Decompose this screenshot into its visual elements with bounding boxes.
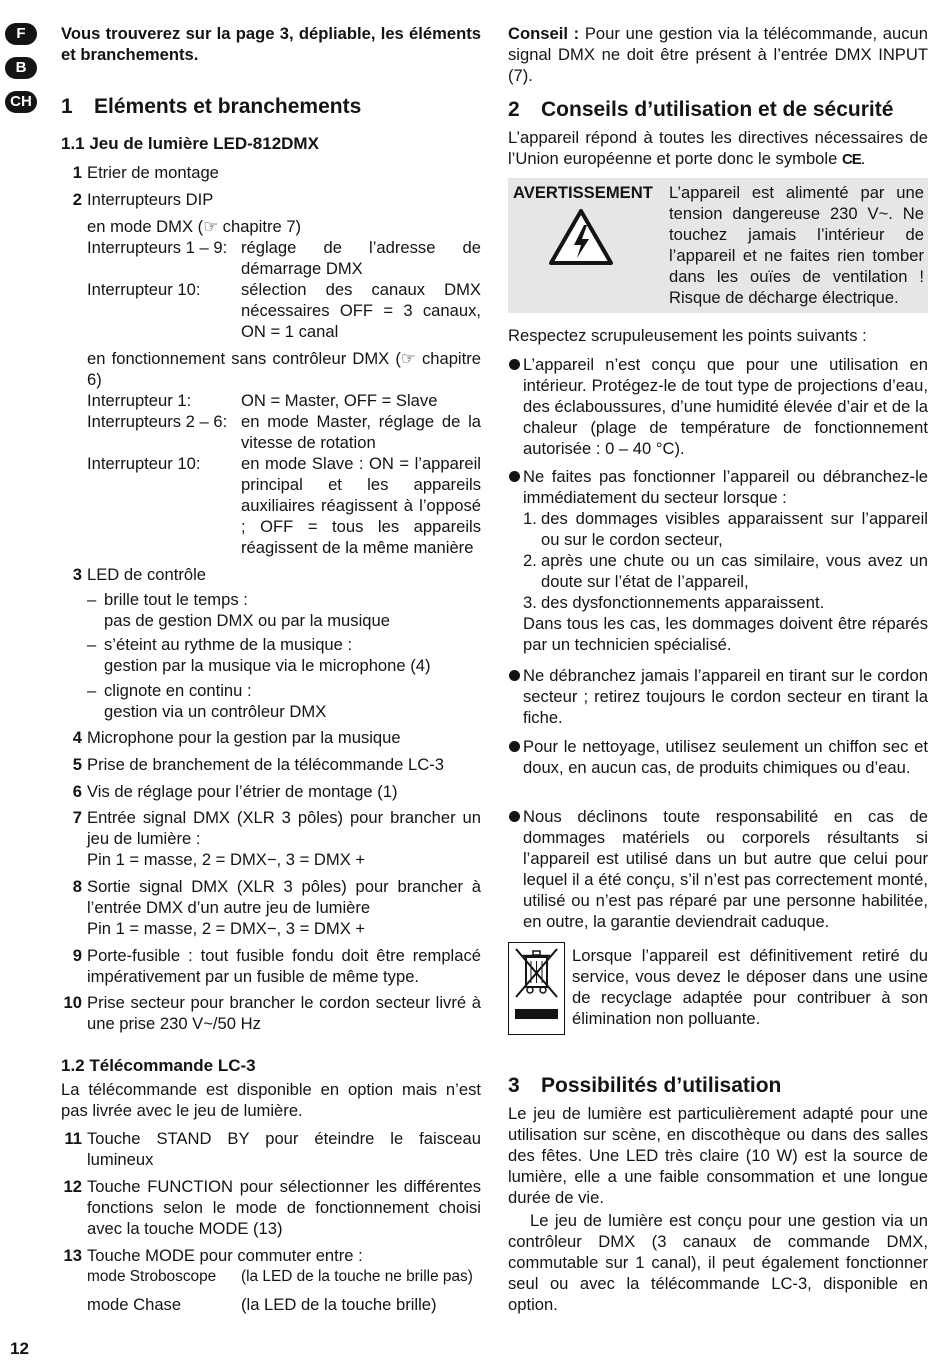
section-number: 3	[508, 1074, 520, 1097]
language-badge-ch: CH	[5, 91, 37, 113]
section-1-heading	[61, 94, 361, 120]
list-item	[61, 564, 481, 585]
bullet-text: L’appareil n’est conçu que pour une utilisation en intérieur. Protégez-le de tout type de projections d’eau, des éclaboussures, d’une humidité élevée d’air et de la chaleur (plage de température de fonctionnement autorisée : 0 – 40 °C).	[523, 355, 928, 458]
dip-mode-dmx: en mode DMX (☞ chapitre 7)	[87, 217, 302, 236]
mode-desc: (la LED de la touche ne brille pas)	[241, 1268, 473, 1285]
bullet-dot	[509, 471, 520, 482]
item-text: Etrier de montage	[87, 163, 219, 182]
mode-name: mode Stroboscope	[87, 1268, 217, 1285]
dip-value: ON = Master, OFF = Slave	[241, 391, 438, 410]
safety-bullet	[508, 466, 928, 655]
dip-key: Interrupteurs 2 – 6:	[87, 412, 228, 431]
weee-symbol-frame	[508, 942, 565, 1035]
section-title: Conseils d’utilisation et de sécurité	[541, 98, 894, 121]
mode-row	[87, 1266, 481, 1288]
item-text: Vis de réglage pour l’étrier de montage (1)	[87, 782, 398, 801]
led-state: – brille tout le temps : pas de gestion DMX ou par la musique	[87, 589, 481, 631]
respect-text: Respectez scrupuleusement les points suivants :	[508, 326, 867, 345]
numbered-item: 3. des dysfonctionnements apparaissent.	[523, 593, 825, 612]
item-number: 12	[63, 1177, 82, 1196]
led-state-desc: gestion par la musique via le microphone (4)	[104, 656, 431, 675]
dip-row	[87, 237, 481, 279]
item-number: 10	[63, 993, 82, 1012]
numbered-item: 2. après une chute ou un cas similaire, vous avez un doute sur l’état de l’appareil,	[523, 551, 928, 591]
item-text: Sortie signal DMX (XLR 3 pôles) pour brancher à l’entrée DMX d’un autre jeu de lumière	[87, 877, 481, 917]
subsection-1-2-heading: 1.2 Télécommande LC-3	[61, 1056, 256, 1075]
safety-bullet	[508, 354, 928, 459]
dip-row	[87, 390, 481, 411]
language-badge-f: F	[5, 23, 37, 45]
led-state-title: clignote en continu :	[104, 681, 252, 700]
item-number: 9	[72, 946, 82, 965]
remote-intro: La télécommande est disponible en option mais n’est pas livrée avec le jeu de lumière.	[61, 1080, 481, 1120]
list-item	[61, 727, 481, 748]
safety-bullet	[508, 665, 928, 728]
item-number: 6	[72, 782, 82, 801]
conseil-text: Pour une gestion via la télécommande, aucun signal DMX ne doit être présent à l’entrée DMX INPUT (7).	[508, 24, 928, 85]
pin-assignment: Pin 1 = masse, 2 = DMX−, 3 = DMX +	[87, 850, 366, 869]
section-number: 2	[508, 98, 520, 121]
safety-bullet	[508, 806, 928, 932]
safety-bullet	[508, 736, 928, 778]
dip-row	[87, 279, 481, 342]
bullet-text: Nous déclinons toute responsabilité en cas de dommages matériels ou corporels résultants si l’appareil est utilisé dans un but autre que celui pour lequel il a été conçu, s’il n’est pas correctement monté, utilisé ou n’est pas réparé par une personne habilitée, en outre, la garantie deviendrait caduque.	[523, 807, 928, 931]
list-item	[61, 807, 481, 870]
list-item	[61, 189, 481, 558]
list-item	[61, 162, 481, 183]
led-state-desc: pas de gestion DMX ou par la musique	[104, 611, 390, 630]
page-number: 12	[10, 1339, 29, 1358]
bullet-dot	[509, 670, 520, 681]
bullet-text: Ne débranchez jamais l’appareil en tirant sur le cordon secteur ; retirez toujours le cordon secteur en tirant la fiche.	[523, 666, 928, 727]
item-text: Porte-fusible : tout fusible fondu doit être remplacé impérativement par un fusible de même type.	[87, 946, 481, 986]
item-number: 8	[72, 877, 82, 896]
language-badge-b: B	[5, 57, 37, 79]
section-number: 1	[61, 95, 73, 118]
bullet-text: Ne faites pas fonctionner l’appareil ou débranchez-le immédiatement du secteur lorsque :	[523, 467, 928, 507]
warning-box	[508, 178, 928, 313]
list-item	[61, 876, 481, 939]
item-number: 7	[72, 808, 82, 827]
section-title: Possibilités d’utilisation	[541, 1074, 782, 1097]
conseil-note	[508, 23, 928, 86]
dip-key: Interrupteurs 1 – 9:	[87, 238, 228, 257]
list-item	[61, 945, 481, 987]
item-number: 13	[63, 1246, 82, 1265]
conformity-sentence: L’appareil répond à toutes les directives nécessaires de l’Union européenne et porte donc le symbole	[508, 128, 928, 168]
section-3-heading	[508, 1073, 781, 1099]
mode-desc: (la LED de la touche brille)	[241, 1295, 437, 1314]
list-item	[61, 754, 481, 775]
dip-value: en mode Slave : ON = l’appareil principal et les appareils auxiliaires réagissent à l’opposé ; OFF = tous les appareils réagissent de la même manière	[241, 454, 481, 557]
bullet-dot	[509, 811, 520, 822]
subsection-1-1-heading: 1.1 Jeu de lumière LED-812DMX	[61, 134, 319, 153]
mode-row	[87, 1294, 481, 1315]
bullet-dot	[509, 741, 520, 752]
numbered-item: 1. des dommages visibles apparaissent sur l’appareil ou sur le cordon secteur,	[523, 509, 928, 549]
led-state-desc: gestion via un contrôleur DMX	[104, 702, 327, 721]
list-item	[61, 1176, 481, 1239]
dip-key: Interrupteur 1:	[87, 391, 192, 410]
dip-row	[87, 411, 481, 453]
dip-value: sélection des canaux DMX nécessaires OFF = 3 canaux, ON = 1 canal	[241, 280, 481, 341]
bullet-dot	[509, 359, 520, 370]
item-text: Microphone pour la gestion par la musique	[87, 728, 401, 747]
crossed-out-bin-icon	[509, 943, 564, 1034]
repair-note: Dans tous les cas, les dommages doivent être réparés par un technicien spécialisé.	[523, 614, 928, 654]
item-number: 2	[72, 190, 82, 209]
dip-key: Interrupteur 10:	[87, 280, 201, 299]
list-item	[61, 781, 481, 802]
item-number: 5	[72, 755, 82, 774]
section-2-heading	[508, 97, 893, 123]
dip-value: en mode Master, réglage de la vitesse de rotation	[241, 412, 481, 452]
item-text: LED de contrôle	[87, 565, 206, 584]
led-state: – s’éteint au rythme de la musique : gestion par la musique via le microphone (4)	[87, 634, 481, 676]
conseil-label: Conseil :	[508, 24, 580, 43]
dip-row	[87, 453, 481, 558]
pin-assignment: Pin 1 = masse, 2 = DMX−, 3 = DMX +	[87, 919, 366, 938]
mode-name: mode Chase	[87, 1295, 182, 1314]
section-title: Eléments et branchements	[94, 95, 362, 118]
warning-text: L’appareil est alimenté par une tension dangereuse 230 V~. Ne touchez jamais l’intérieur de l’appareil et ne faites rien tomber dans les ouïes de ventilation ! Risque de décharge électrique.	[669, 183, 924, 307]
usage-paragraph-2: Le jeu de lumière est conçu pour une gestion via un contrôleur DMX (3 canaux de commande DMX, commutable sur 1 canal), il peut également fonctionner seul ou avec la télécommande LC-3, disponible en option.	[508, 1211, 928, 1314]
high-voltage-warning-icon	[548, 208, 614, 266]
led-state: – clignote en continu : gestion via un contrôleur DMX	[87, 680, 481, 722]
item-number: 11	[64, 1129, 82, 1148]
dip-key: Interrupteur 10:	[87, 454, 201, 473]
dip-mode-sans: en fonctionnement sans contrôleur DMX (☞ chapitre 6)	[87, 349, 481, 389]
bullet-text: Pour le nettoyage, utilisez seulement un chiffon sec et doux, en aucun cas, de produits chimiques ou d’eau.	[523, 737, 928, 777]
item-number: 1	[72, 163, 82, 182]
item-number: 4	[72, 728, 82, 747]
list-item	[61, 1245, 481, 1315]
conformity-text: L’appareil répond à toutes les directives nécessaires de l’Union européenne et porte donc le symbole CE.	[508, 128, 928, 168]
numbered-list	[523, 508, 928, 613]
led-state-title: brille tout le temps :	[104, 590, 248, 609]
item-text: Prise secteur pour brancher le cordon secteur livré à une prise 230 V~/50 Hz	[87, 993, 481, 1033]
intro-text: Vous trouverez sur la page 3, dépliable, les éléments et branchements.	[61, 24, 481, 64]
list-item	[61, 1128, 481, 1170]
item-text: Touche STAND BY pour éteindre le faisceau lumineux	[87, 1129, 481, 1169]
item-text: Entrée signal DMX (XLR 3 pôles) pour brancher un jeu de lumière :	[87, 808, 481, 848]
dip-value: réglage de l’adresse de démarrage DMX	[241, 238, 481, 278]
led-state-title: s’éteint au rythme de la musique :	[104, 635, 353, 654]
item-number: 3	[72, 565, 82, 584]
item-text: Touche FUNCTION pour sélectionner les différentes fonctions selon le mode de fonctionnement choisi avec la touche MODE (13)	[87, 1177, 481, 1238]
ce-mark: CE	[841, 151, 861, 168]
item-text: Prise de branchement de la télécommande LC-3	[87, 755, 444, 774]
item-text: Interrupteurs DIP	[87, 190, 214, 209]
weee-text: Lorsque l’appareil est définitivement retiré du service, vous devez le déposer dans une usine de recyclage adaptée pour contribuer à son élimination non polluante.	[572, 946, 928, 1028]
item-text: Touche MODE pour commuter entre :	[87, 1246, 363, 1265]
list-item	[61, 992, 481, 1034]
usage-paragraph-1: Le jeu de lumière est particulièrement adapté pour une utilisation sur scène, en discothèque ou dans des salles des fêtes. Une LED très claire (10 W) est la source de lumière, elle a une faible consommation et une longue durée de vie.	[508, 1104, 928, 1207]
warning-label: AVERTISSEMENT	[513, 183, 653, 202]
